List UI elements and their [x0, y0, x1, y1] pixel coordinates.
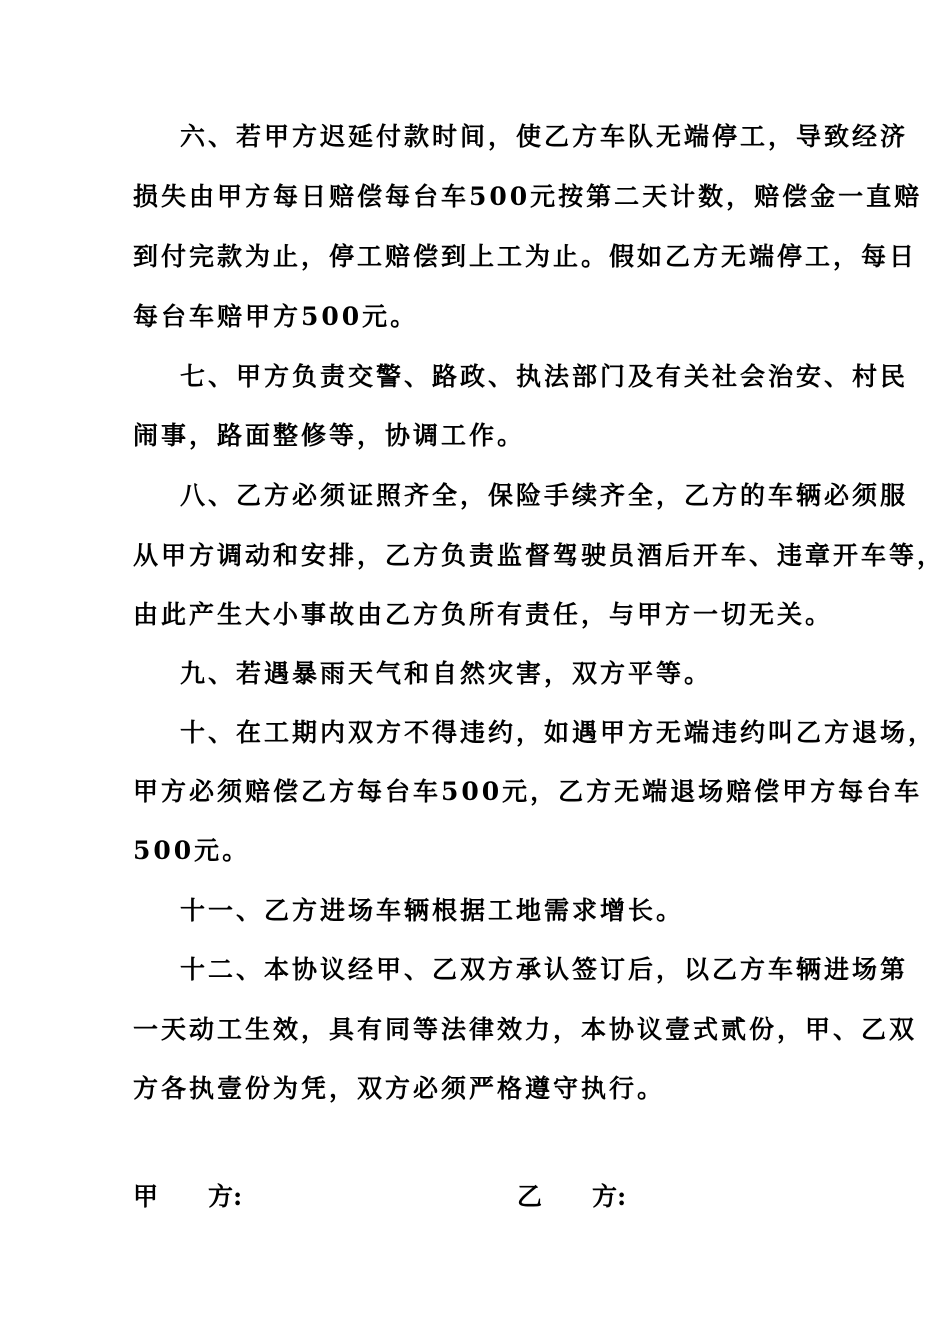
party-a-signature-label: 甲 方: [133, 1182, 243, 1211]
clause-8-line-3: 由此产生大小事故由乙方负所有责任，与甲方一切无关。 [133, 600, 834, 629]
clause-10-line-2: 甲方必须赔偿乙方每台车500元，乙方无端退场赔偿甲方每台车 [133, 777, 923, 806]
party-b-signature-label: 乙 方: [517, 1182, 627, 1211]
clause-10-line-1: 十、在工期内双方不得违约，如遇甲方无端违约叫乙方退场， [180, 718, 937, 747]
clause-6-line-1: 六、若甲方迟延付款时间，使乙方车队无端停工，导致经济 [180, 122, 909, 151]
clause-8-line-2: 从甲方调动和安排，乙方负责监督驾驶员酒后开车、违章开车等， [133, 541, 946, 570]
clause-7-line-2: 闹事，路面整修等，协调工作。 [133, 421, 526, 450]
clause-8-line-1: 八、乙方必须证照齐全，保险手续齐全，乙方的车辆必须服 [180, 481, 909, 510]
clause-6-line-3: 到付完款为止，停工赔偿到上工为止。假如乙方无端停工，每日 [133, 242, 918, 271]
clause-11-line-1: 十一、乙方进场车辆根据工地需求增长。 [180, 896, 685, 925]
clause-10-line-3: 500元。 [133, 836, 251, 865]
clause-7-line-1: 七、甲方负责交警、路政、执法部门及有关社会治安、村民 [180, 362, 909, 391]
clause-6-line-4: 每台车赔甲方500元。 [133, 302, 419, 331]
clause-6-line-2: 损失由甲方每日赔偿每台车500元按第二天计数，赔偿金一直赔 [133, 182, 923, 211]
clause-12-line-3: 方各执壹份为凭，双方必须严格遵守执行。 [133, 1074, 666, 1103]
clause-12-line-1: 十二、本协议经甲、乙双方承认签订后，以乙方车辆进场第 [180, 955, 909, 984]
clause-9-line-1: 九、若遇暴雨天气和自然灾害，双方平等。 [180, 659, 713, 688]
clause-12-line-2: 一天动工生效，具有同等法律效力，本协议壹式贰份，甲、乙双 [133, 1015, 918, 1044]
